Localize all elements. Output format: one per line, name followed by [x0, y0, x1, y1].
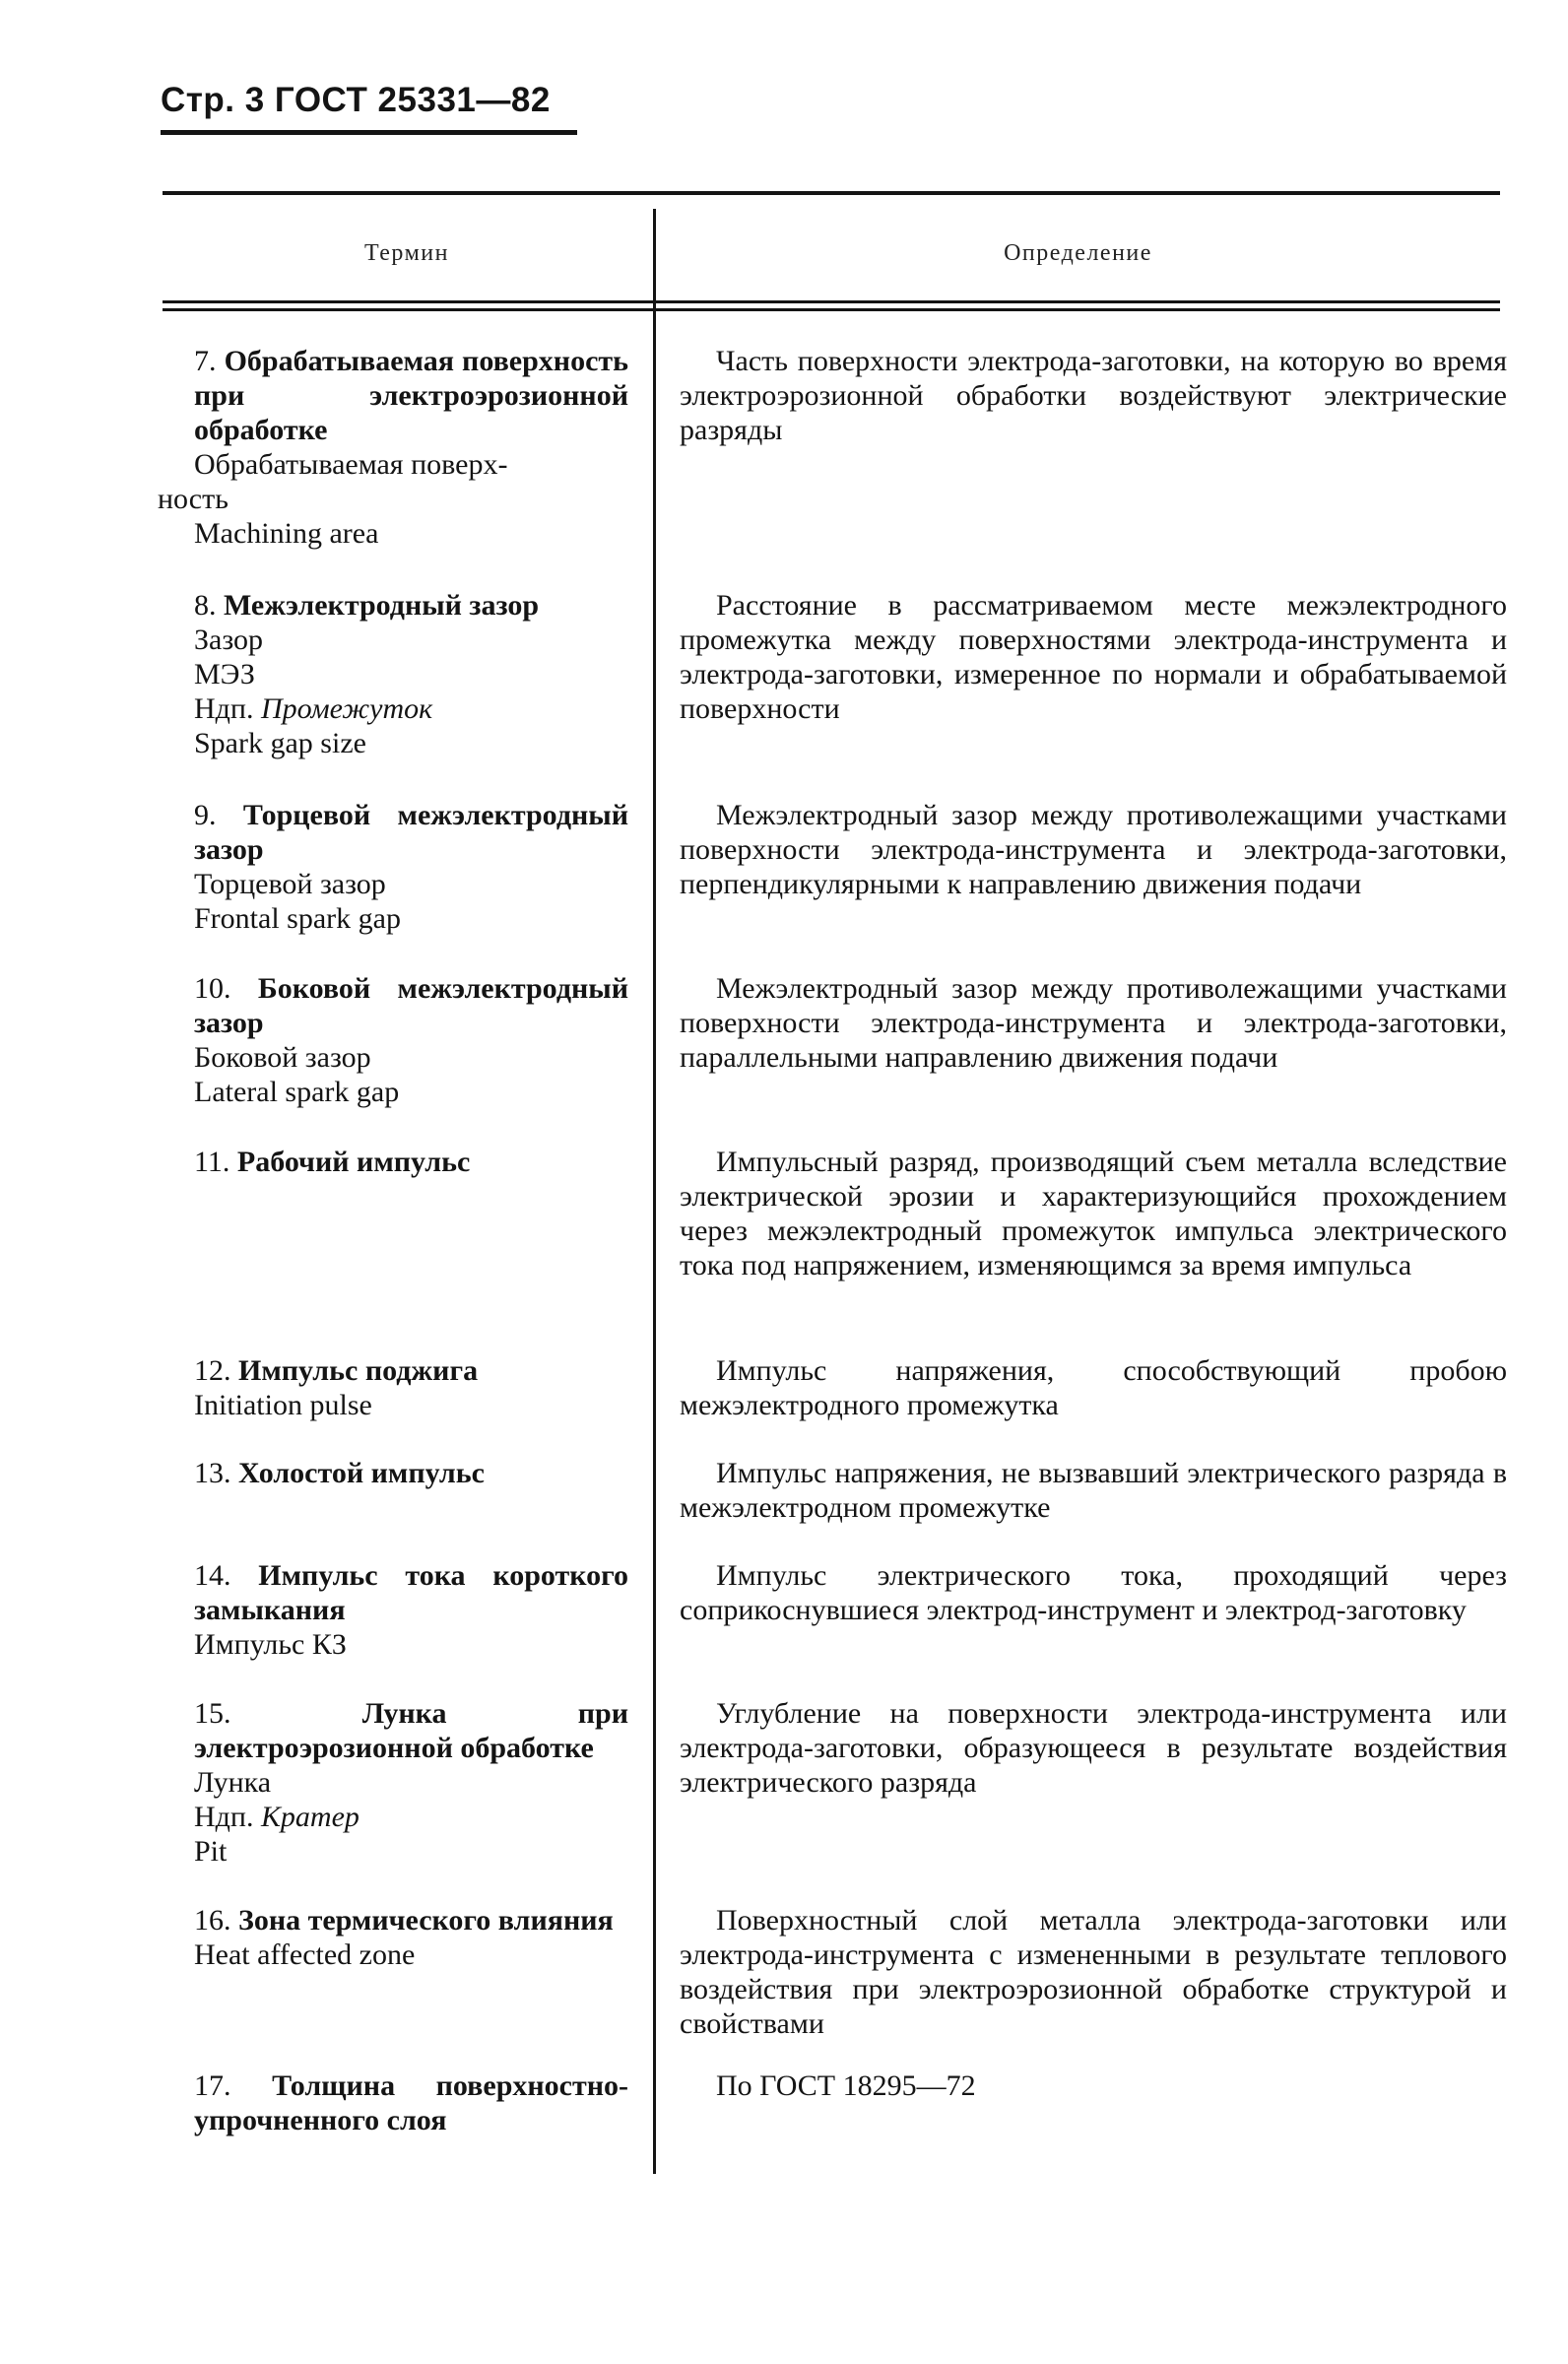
header-double-rule-bottom	[163, 308, 1500, 311]
definition-cell: По ГОСТ 18295—72	[716, 2069, 976, 2102]
term-not-allowed: Ндп. Промежуток	[194, 692, 433, 725]
definition-cell: Углубление на поверхности электрода-инструмента или электрода-заготовки, образующееся в результате воздействия электрического разряда	[680, 1697, 1507, 1799]
term-cell	[158, 1696, 628, 1869]
term-cell	[158, 798, 628, 936]
term-synonym-continuation: ность	[158, 483, 229, 515]
term-title: 15. Лунка при электроэрозионной обработке	[194, 1697, 629, 1764]
term-abbreviation: МЭЗ	[194, 658, 255, 690]
term-title: 14. Импульс тока короткого замыкания	[194, 1559, 629, 1626]
definition-cell: Импульс напряжения, не вызвавший электрического разряда в межэлектродном промежутке	[680, 1457, 1507, 1524]
term-cell	[158, 2068, 628, 2137]
term-synonym: Торцевой зазор	[194, 868, 386, 900]
term-english: Pit	[194, 1835, 228, 1868]
term-cell	[158, 1145, 628, 1179]
page-header: Стр. 3 ГОСТ 25331—82	[161, 81, 551, 119]
term-cell	[158, 1903, 628, 1972]
term-synonym: Лунка	[194, 1766, 272, 1799]
definition-cell: Расстояние в рассматриваемом месте межэлектродного промежутка между поверхностями электрода-инструмента и электрода-заготовки, измеренное по нормали и обрабатываемой поверхности	[680, 589, 1507, 725]
column-header-definition: Определение	[1004, 240, 1152, 266]
definition-cell: Часть поверхности электрода-заготовки, на которую во время электроэрозионной обработки воздействуют электрические разряды	[680, 345, 1507, 446]
term-cell	[158, 1353, 628, 1422]
term-synonym: Зазор	[194, 624, 264, 656]
term-title: 8. Межэлектродный зазор	[194, 589, 540, 622]
definition-cell: Межэлектродный зазор между противолежащими участками поверхности электрода-инструмента и электрода-заготовки, перпендикулярными к направлению движения подачи	[680, 799, 1507, 900]
term-synonym: Обрабатываемая поверх-	[194, 448, 508, 481]
definition-cell: Импульс напряжения, способствующий пробою межэлектродного промежутка	[680, 1354, 1507, 1421]
definition-cell: Поверхностный слой металла электрода-заготовки или электрода-инструмента с измененными в результате теплового воздействия при электроэрозионной обработке структурой и свойствами	[680, 1904, 1507, 2040]
term-cell	[158, 1558, 628, 1662]
term-title: 13. Холостой импульс	[194, 1457, 485, 1489]
column-divider	[653, 209, 656, 2174]
term-synonym: Импульс КЗ	[194, 1628, 347, 1661]
term-english: Spark gap size	[194, 727, 366, 759]
definition-cell: Импульс электрического тока, проходящий через соприкоснувшиеся электрод-инструмент и электрод-заготовку	[680, 1559, 1507, 1626]
term-title: 16. Зона термического влияния	[194, 1904, 614, 1937]
term-title: 11. Рабочий импульс	[194, 1146, 471, 1178]
term-title: 7. Обрабатываемая поверхность при электроэрозионной обработке	[194, 345, 628, 446]
term-cell	[158, 344, 628, 551]
term-english: Heat affected zone	[194, 1938, 416, 1971]
term-english: Frontal spark gap	[194, 902, 401, 935]
header-double-rule-top	[163, 300, 1500, 303]
term-english: Machining area	[194, 517, 379, 550]
term-not-allowed: Ндп. Кратер	[194, 1801, 359, 1833]
term-cell	[158, 971, 628, 1109]
term-cell	[158, 1456, 628, 1490]
term-cell	[158, 588, 628, 760]
header-rule	[161, 130, 577, 135]
definition-cell: Межэлектродный зазор между противолежащими участками поверхности электрода-инструмента и электрода-заготовки, параллельными направлению движения подачи	[680, 972, 1507, 1074]
term-english: Lateral spark gap	[194, 1076, 400, 1108]
table-top-rule	[163, 191, 1500, 195]
term-title: 9. Торцевой межэлектродный зазор	[194, 799, 628, 866]
definition-cell: Импульсный разряд, производящий съем металла вследствие электрической эрозии и характеризующийся прохождением через межэлектродный промежуток импульса электрического тока под напряжением, изменяющимся за время импульса	[680, 1146, 1507, 1281]
term-english: Initiation pulse	[194, 1389, 372, 1421]
term-title: 10. Боковой межэлектродный зазор	[194, 972, 628, 1039]
column-header-term: Термин	[364, 240, 449, 266]
term-title: 12. Импульс поджига	[194, 1354, 479, 1387]
term-title: 17. Толщина поверхностно-упрочненного слоя	[194, 2069, 628, 2136]
term-synonym: Боковой зазор	[194, 1041, 371, 1074]
